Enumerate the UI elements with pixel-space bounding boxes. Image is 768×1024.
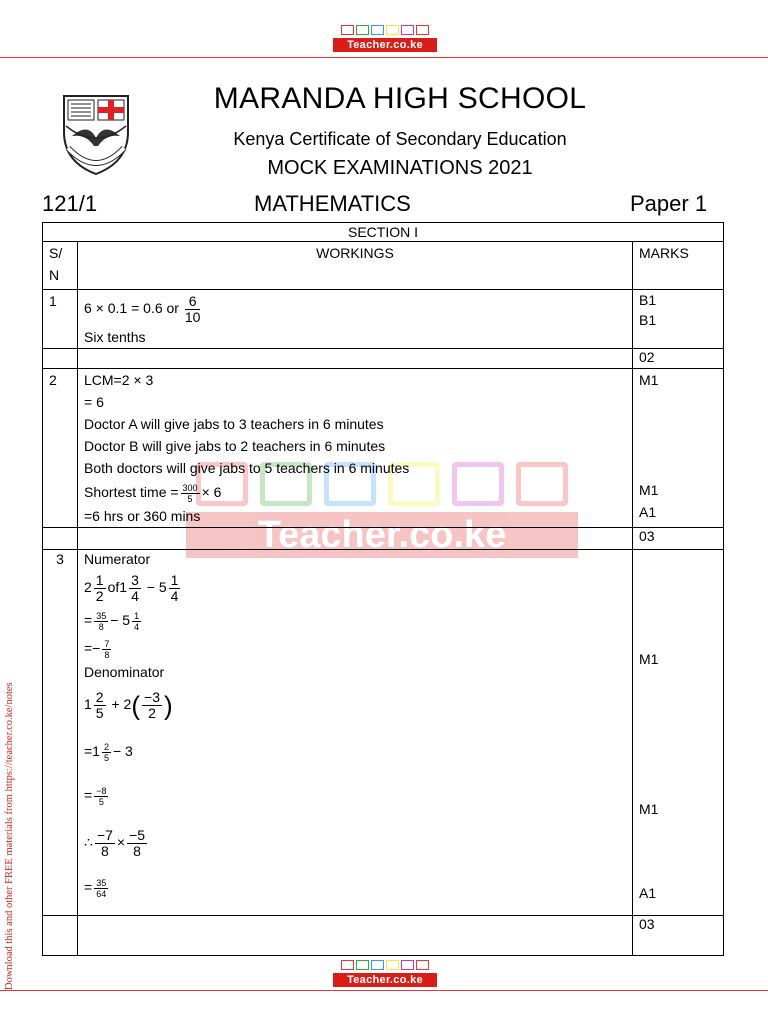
q3-n1-num2: 3 (131, 571, 139, 588)
q3-n1-minus: − 5 (146, 579, 167, 595)
q3-n1-frac (94, 573, 106, 604)
q3-n2-num: 35 (96, 610, 107, 621)
q3-result-line1 (84, 820, 626, 864)
q2-final: =6 hrs or 360 mins (84, 508, 201, 524)
marking-scheme-table (42, 222, 724, 956)
q3-n1-num: 1 (95, 571, 104, 588)
q3-mark2: M1 (639, 801, 659, 817)
q1-fraction (185, 294, 201, 325)
q2-total: 03 (633, 528, 724, 550)
q2-row (43, 369, 724, 528)
q2-line: Doctor B will give jabs to 2 teachers in 6 minutes (84, 438, 386, 454)
q3-d3-pre: = (84, 787, 93, 803)
q3-n1-num3: 1 (170, 571, 179, 588)
q3-r1-den2: 8 (133, 842, 141, 859)
q3-d2-frac (102, 742, 111, 763)
q3-number-label: 3 (56, 551, 64, 567)
q3-r2-frac (94, 878, 108, 899)
q3-r2-den: 64 (96, 888, 107, 899)
school-crest-icon (58, 92, 134, 176)
q3-d3-num: −8 (96, 785, 107, 796)
q1-mark1: B1 (639, 292, 657, 308)
q3-n3-den: 8 (104, 649, 110, 660)
workings-header (78, 242, 633, 290)
q3-n1-whole: 2 (84, 579, 92, 595)
q3-n1-of: of1 (107, 579, 128, 595)
q2-line: Both doctors will give jabs to 5 teachers in 6 minutes (84, 460, 410, 476)
q1-total-row (43, 349, 724, 369)
q3-n1-frac3 (169, 573, 181, 604)
q1-row (43, 290, 724, 349)
q3-r1-num: −7 (96, 826, 113, 843)
q2-mark1: M1 (639, 372, 659, 388)
q1-frac-num: 6 (185, 294, 201, 310)
q3-total-row (43, 916, 724, 956)
q3-num-line1 (84, 568, 626, 606)
q1-marks (633, 290, 724, 349)
q3-d1-plus: + 2 (111, 696, 132, 712)
side-download-note: Download this and other FREE materials from https://teacher.co.ke/notes (4, 682, 15, 990)
q1-frac-den: 10 (184, 308, 201, 325)
q2-shortest-line (84, 479, 626, 505)
q3-n2-frac2 (132, 611, 141, 632)
q3-d3-den: 5 (98, 796, 104, 807)
q2-workings (78, 369, 633, 528)
q3-r1-frac2 (127, 828, 147, 859)
teacher-logo-bottom (333, 960, 437, 988)
q2-frac-num: 300 (182, 482, 198, 493)
paper-code: 121/1 (42, 191, 98, 216)
q3-r1-num2: −5 (129, 826, 146, 843)
q1-line2: Six tenths (84, 329, 146, 345)
q3-n1-den3: 4 (170, 587, 179, 604)
q3-n1-den: 2 (95, 587, 104, 604)
sn-header-bottom: N (49, 267, 60, 283)
q2-frac-den: 5 (187, 493, 193, 504)
q2-shortest-pre: Shortest time = (84, 484, 179, 500)
q3-d2-num: 2 (103, 741, 109, 752)
q2-number (43, 369, 78, 528)
marks-header (633, 242, 724, 290)
q3-num-line2 (84, 606, 626, 634)
q3-paren-open-icon: ( (131, 690, 141, 721)
q3-d2-den: 5 (103, 752, 109, 763)
header-row (43, 242, 724, 290)
q3-d1-num: 2 (95, 688, 104, 705)
q3-d1-den2: 2 (148, 704, 156, 721)
q2-marks (633, 369, 724, 528)
q3-n2-num2: 1 (134, 610, 140, 621)
logo-blocks-icon (333, 25, 437, 36)
q3-num-line3 (84, 634, 626, 662)
q3-d3-frac (94, 786, 108, 807)
q3-r2-pre: = (84, 879, 93, 895)
teacher-logo-top (333, 25, 437, 53)
q3-n2-den: 8 (98, 621, 104, 632)
bottom-rule (0, 990, 768, 991)
q2-line: LCM=2 × 3 (84, 372, 154, 388)
q2-number-label: 2 (49, 372, 57, 388)
q2-mark2: M1 (639, 482, 659, 498)
q3-numerator-label: Numerator (84, 551, 151, 567)
q3-n2-pre: = (84, 612, 93, 628)
q2-mark3: A1 (639, 504, 657, 520)
q3-mark3: A1 (639, 885, 657, 901)
q1-number (43, 290, 78, 349)
q3-n1-frac2 (129, 573, 141, 604)
q1-number-label: 1 (49, 293, 57, 309)
q3-d1-den: 5 (95, 704, 104, 721)
exam-title: MOCK EXAMINATIONS 2021 (267, 157, 533, 179)
sn-header-top: S/ (49, 245, 63, 261)
q3-d1-frac2 (142, 690, 162, 721)
q3-number (43, 550, 78, 916)
watermark-text: Teacher.co.ke (186, 512, 578, 558)
q3-therefore-icon: ∴ (84, 834, 93, 850)
q3-total: 03 (633, 916, 724, 956)
q3-den-line3 (84, 778, 626, 812)
q3-n2-mid: − 5 (110, 612, 131, 628)
section-row (43, 223, 724, 242)
q2-shortest-post: × 6 (201, 484, 222, 500)
q3-row (43, 550, 724, 916)
paper-number: Paper 1 (630, 191, 708, 216)
q3-r2-num: 35 (96, 877, 107, 888)
q3-d2-pre: =1 (84, 743, 100, 759)
q3-r1-den: 8 (101, 842, 109, 859)
q3-den-line2 (84, 734, 626, 768)
logo-text: Teacher.co.ke (333, 38, 437, 52)
q3-result-line2 (84, 870, 626, 904)
top-rule (0, 57, 768, 58)
q3-denominator-label: Denominator (84, 664, 165, 680)
q1-total: 02 (633, 349, 724, 369)
q3-d2-post: − 3 (112, 743, 133, 759)
q3-d1-num2: −3 (144, 688, 160, 705)
sn-header (43, 242, 78, 290)
q3-mark1: M1 (639, 651, 659, 667)
q3-den-line1 (84, 682, 626, 726)
q3-n3-frac (102, 639, 111, 660)
q1-workings (78, 290, 633, 349)
q3-n3-pre: =− (84, 640, 101, 656)
q3-n2-den2: 4 (134, 621, 140, 632)
q3-n3-num: 7 (104, 638, 110, 649)
certificate-title: Kenya Certificate of Secondary Education (233, 129, 567, 149)
marks-header-label: MARKS (639, 245, 689, 261)
q1-mark2: B1 (639, 312, 657, 328)
workings-header-label: WORKINGS (316, 245, 394, 261)
q3-d1-frac (94, 690, 106, 721)
q3-n2-frac (94, 611, 108, 632)
logo-text: Teacher.co.ke (333, 973, 437, 987)
q1-line1-text: 6 × 0.1 = 0.6 or (84, 300, 179, 316)
q3-d1-whole: 1 (84, 696, 92, 712)
q2-line: = 6 (84, 394, 104, 410)
q3-marks (633, 550, 724, 916)
logo-blocks-icon (333, 960, 437, 971)
q2-total-row (43, 528, 724, 550)
section-title: SECTION I (43, 223, 724, 242)
q2-line: Doctor A will give jabs to 3 teachers in 6 minutes (84, 416, 384, 432)
q3-workings (78, 550, 633, 916)
q1-line1 (84, 290, 626, 326)
subject-title: MATHEMATICS (254, 191, 411, 216)
q2-shortest-fraction (181, 483, 200, 504)
q3-r1-frac (95, 828, 115, 859)
school-name: MARANDA HIGH SCHOOL (213, 82, 587, 115)
q3-paren-close-icon: ) (163, 690, 173, 721)
q3-r1-times: × (116, 834, 126, 850)
q3-n1-den2: 4 (131, 587, 139, 604)
